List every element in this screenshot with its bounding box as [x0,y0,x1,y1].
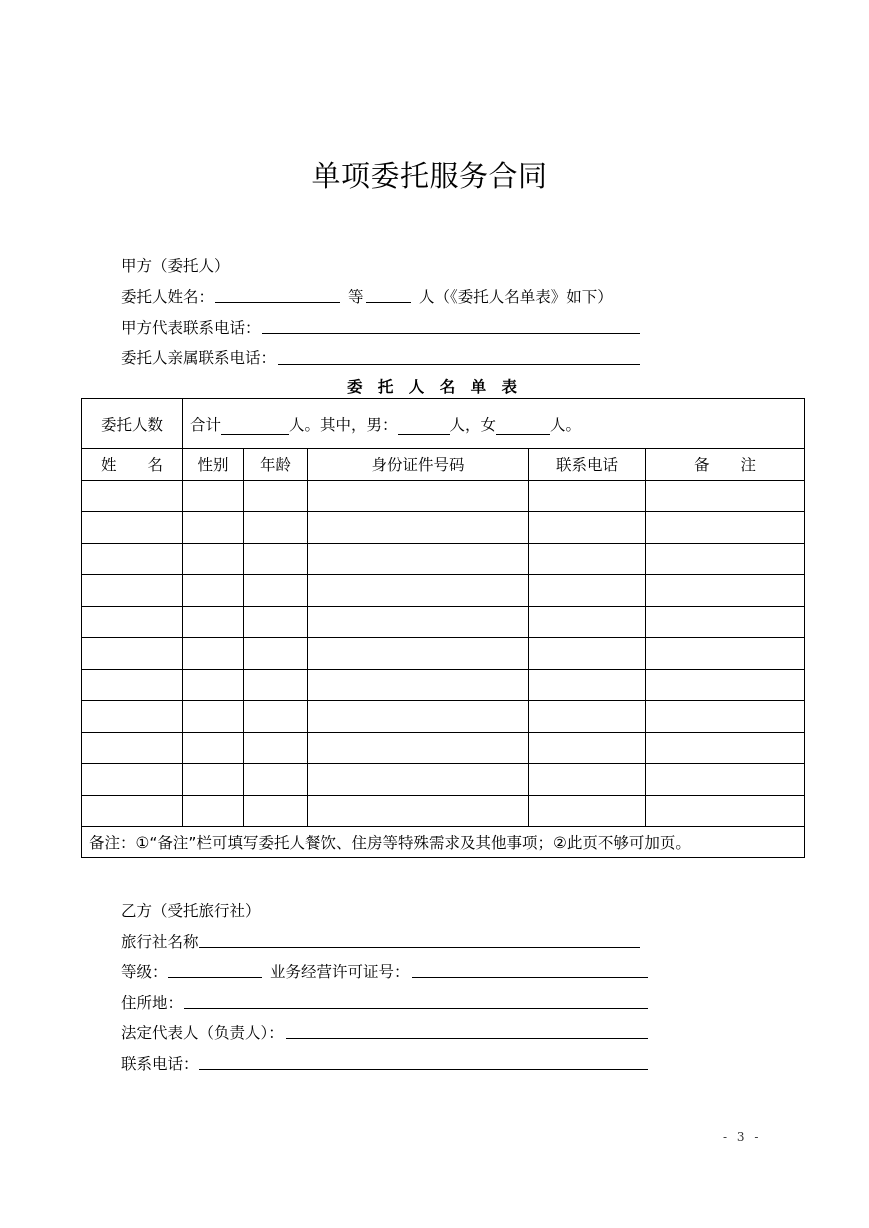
table-row [82,764,805,796]
cell-remarks[interactable] [646,480,805,512]
agency-name-label: 旅行社名称 [121,933,199,951]
cell-remarks[interactable] [646,512,805,544]
cell-gender[interactable] [183,732,244,764]
cell-name[interactable] [82,795,183,827]
cell-id-number[interactable] [308,795,529,827]
cell-gender[interactable] [183,575,244,607]
cell-age[interactable] [244,480,308,512]
cell-gender[interactable] [183,480,244,512]
count-end: 人。 [550,415,582,434]
cell-remarks[interactable] [646,606,805,638]
cell-id-number[interactable] [308,732,529,764]
party-a-heading: 甲方（委托人） [121,257,230,275]
count-summary [183,399,805,449]
cell-id-number[interactable] [308,480,529,512]
cell-name[interactable] [82,764,183,796]
cell-remarks[interactable] [646,732,805,764]
cell-remarks[interactable] [646,669,805,701]
relative-phone-field[interactable] [278,364,640,365]
table-row [82,795,805,827]
license-label: 业务经营许可证号： [270,963,410,981]
cell-phone[interactable] [529,669,646,701]
total-count-field[interactable] [221,417,289,435]
page-number: - 3 - [723,1130,762,1144]
agency-name-field[interactable] [199,947,640,948]
agency-phone-field[interactable] [199,1069,648,1070]
cell-phone[interactable] [529,795,646,827]
cell-id-number[interactable] [308,543,529,575]
cell-name[interactable] [82,512,183,544]
total-mid: 人。其中，男： [289,415,398,434]
cell-age[interactable] [244,606,308,638]
cell-name[interactable] [82,669,183,701]
cell-name[interactable] [82,606,183,638]
cell-phone[interactable] [529,606,646,638]
table-row [82,575,805,607]
female-mid: 人，女 [449,415,497,434]
cell-remarks[interactable] [646,575,805,607]
header-phone: 联系电话 [529,449,646,481]
license-field[interactable] [412,977,648,978]
cell-age[interactable] [244,575,308,607]
cell-remarks[interactable] [646,764,805,796]
table-row [82,638,805,670]
cell-id-number[interactable] [308,575,529,607]
header-gender: 性别 [183,449,244,481]
cell-id-number[interactable] [308,764,529,796]
table-row [82,701,805,733]
rep-phone-label: 甲方代表联系电话： [121,319,261,337]
header-age: 年龄 [244,449,308,481]
cell-name[interactable] [82,575,183,607]
cell-age[interactable] [244,543,308,575]
table-row [82,606,805,638]
page-title: 单项委托服务合同 [311,159,548,193]
cell-phone[interactable] [529,512,646,544]
agency-phone-label: 联系电话： [121,1055,199,1073]
roster-note: 备注：①“备注”栏可填写委托人餐饮、住房等特殊需求及其他事项；②此页不够可加页。 [82,827,805,858]
header-id-number: 身份证件号码 [308,449,529,481]
cell-age[interactable] [244,795,308,827]
persons-label: 人（《委托人名单表》如下） [419,288,613,306]
cell-phone[interactable] [529,701,646,733]
note-row [82,827,805,858]
cell-gender[interactable] [183,764,244,796]
header-name: 姓 名 [82,449,183,481]
cell-remarks[interactable] [646,795,805,827]
cell-remarks[interactable] [646,638,805,670]
female-count-field[interactable] [496,417,550,435]
etc-label: 等 [348,288,364,306]
grade-label: 等级： [121,963,168,981]
cell-id-number[interactable] [308,512,529,544]
cell-name[interactable] [82,543,183,575]
cell-gender[interactable] [183,795,244,827]
table-row [82,512,805,544]
cell-phone[interactable] [529,732,646,764]
relative-phone-label: 委托人亲属联系电话： [121,349,277,367]
count-label: 委托人数 [82,399,183,449]
rep-phone-field[interactable] [262,333,640,334]
cell-id-number[interactable] [308,701,529,733]
client-count-field[interactable] [366,302,411,303]
cell-gender[interactable] [183,638,244,670]
cell-remarks[interactable] [646,543,805,575]
header-row [82,449,805,481]
roster-body [82,480,805,827]
cell-age[interactable] [244,732,308,764]
cell-id-number[interactable] [308,606,529,638]
cell-id-number[interactable] [308,638,529,670]
header-remarks: 备 注 [646,449,805,481]
client-name-field[interactable] [215,302,340,303]
grade-field[interactable] [168,977,262,978]
cell-phone[interactable] [529,543,646,575]
cell-gender[interactable] [183,606,244,638]
roster-table [81,398,805,858]
cell-gender[interactable] [183,512,244,544]
cell-name[interactable] [82,480,183,512]
cell-name[interactable] [82,638,183,670]
cell-age[interactable] [244,669,308,701]
address-field[interactable] [184,1008,648,1009]
cell-phone[interactable] [529,480,646,512]
address-label: 住所地： [121,994,184,1012]
party-b-heading: 乙方（受托旅行社） [121,902,261,920]
table-row [82,480,805,512]
cell-gender[interactable] [183,669,244,701]
cell-phone[interactable] [529,575,646,607]
cell-age[interactable] [244,701,308,733]
cell-name[interactable] [82,732,183,764]
male-count-field[interactable] [398,417,450,435]
count-row [82,399,805,449]
cell-phone[interactable] [529,638,646,670]
cell-gender[interactable] [183,701,244,733]
cell-age[interactable] [244,512,308,544]
legal-rep-label: 法定代表人（负责人）： [121,1024,284,1042]
cell-gender[interactable] [183,543,244,575]
total-prefix: 合计 [190,415,222,434]
cell-id-number[interactable] [308,669,529,701]
cell-remarks[interactable] [646,701,805,733]
client-name-label: 委托人姓名： [121,288,215,306]
cell-name[interactable] [82,701,183,733]
roster-title: 委 托 人 名 单 表 [347,378,522,396]
cell-age[interactable] [244,638,308,670]
table-row [82,543,805,575]
cell-phone[interactable] [529,764,646,796]
legal-rep-field[interactable] [286,1038,648,1039]
table-row [82,732,805,764]
table-row [82,669,805,701]
cell-age[interactable] [244,764,308,796]
